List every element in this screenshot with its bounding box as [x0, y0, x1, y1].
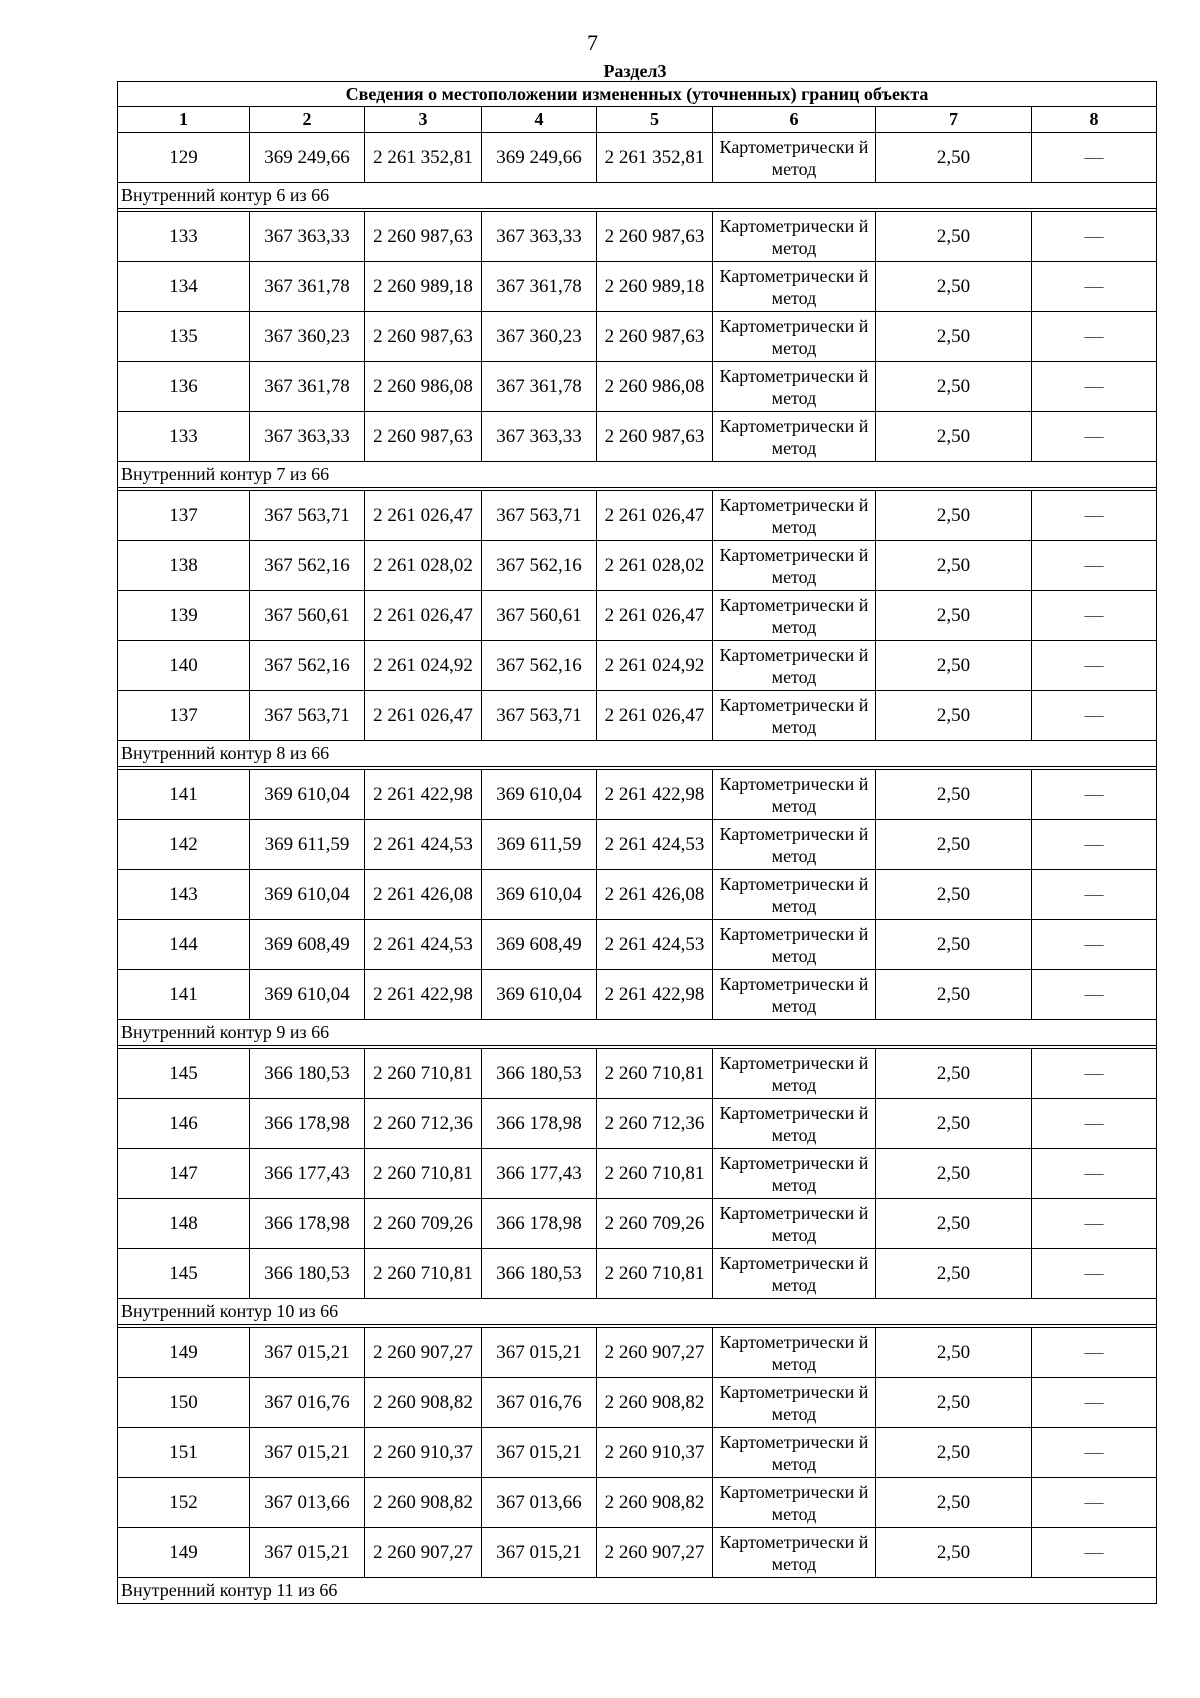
x-new-cell: 366 178,98: [482, 1099, 597, 1149]
method-cell: Картометрически й метод: [713, 312, 876, 362]
point-number-cell: 129: [118, 133, 250, 183]
description-cell: —: [1032, 920, 1157, 970]
y-existing-cell: 2 260 712,36: [365, 1099, 482, 1149]
x-new-cell: 367 015,21: [482, 1428, 597, 1478]
y-existing-cell: 2 261 024,92: [365, 641, 482, 691]
point-number-cell: 145: [118, 1249, 250, 1299]
x-existing-cell: 367 560,61: [250, 591, 365, 641]
x-new-cell: 367 013,66: [482, 1478, 597, 1528]
accuracy-cell: 2,50: [876, 412, 1032, 462]
x-new-cell: 367 360,23: [482, 312, 597, 362]
point-number-cell: 150: [118, 1378, 250, 1428]
method-cell: Картометрически й метод: [713, 1478, 876, 1528]
table-row: [118, 362, 1157, 412]
description-cell: —: [1032, 1049, 1157, 1099]
method-cell: Картометрически й метод: [713, 1149, 876, 1199]
x-existing-cell: 367 361,78: [250, 262, 365, 312]
method-cell: Картометрически й метод: [713, 770, 876, 820]
y-existing-cell: 2 260 986,08: [365, 362, 482, 412]
y-existing-cell: 2 260 989,18: [365, 262, 482, 312]
table-body: [118, 133, 1157, 1604]
y-existing-cell: 2 260 987,63: [365, 312, 482, 362]
contour-header-row: [118, 741, 1157, 767]
y-new-cell: 2 260 908,82: [597, 1478, 713, 1528]
method-cell: Картометрически й метод: [713, 491, 876, 541]
point-number-cell: 145: [118, 1049, 250, 1099]
table-row: [118, 1528, 1157, 1578]
point-number-cell: 137: [118, 691, 250, 741]
table-row: [118, 1478, 1157, 1528]
y-new-cell: 2 261 422,98: [597, 770, 713, 820]
y-new-cell: 2 260 710,81: [597, 1149, 713, 1199]
y-existing-cell: 2 261 352,81: [365, 133, 482, 183]
y-new-cell: 2 261 026,47: [597, 691, 713, 741]
table-row: [118, 970, 1157, 1020]
x-existing-cell: 369 610,04: [250, 870, 365, 920]
column-header: 6: [713, 107, 876, 133]
x-existing-cell: 366 178,98: [250, 1199, 365, 1249]
description-cell: —: [1032, 870, 1157, 920]
x-new-cell: 367 562,16: [482, 541, 597, 591]
point-number-cell: 138: [118, 541, 250, 591]
description-cell: —: [1032, 1378, 1157, 1428]
method-cell: Картометрически й метод: [713, 1249, 876, 1299]
accuracy-cell: 2,50: [876, 212, 1032, 262]
point-number-cell: 141: [118, 970, 250, 1020]
y-new-cell: 2 260 989,18: [597, 262, 713, 312]
method-cell: Картометрически й метод: [713, 362, 876, 412]
accuracy-cell: 2,50: [876, 820, 1032, 870]
y-existing-cell: 2 260 710,81: [365, 1049, 482, 1099]
y-existing-cell: 2 261 026,47: [365, 691, 482, 741]
x-existing-cell: 367 015,21: [250, 1428, 365, 1478]
method-cell: Картометрически й метод: [713, 1099, 876, 1149]
table-row: [118, 641, 1157, 691]
point-number-cell: 152: [118, 1478, 250, 1528]
x-new-cell: 367 016,76: [482, 1378, 597, 1428]
point-number-cell: 143: [118, 870, 250, 920]
x-new-cell: 369 610,04: [482, 770, 597, 820]
x-new-cell: 367 563,71: [482, 691, 597, 741]
column-header: 2: [250, 107, 365, 133]
y-new-cell: 2 260 987,63: [597, 312, 713, 362]
contour-label: Внутренний контур 6 из 66: [118, 183, 1157, 209]
accuracy-cell: 2,50: [876, 770, 1032, 820]
table-row: [118, 212, 1157, 262]
x-existing-cell: 367 013,66: [250, 1478, 365, 1528]
x-existing-cell: 367 361,78: [250, 362, 365, 412]
column-header: 3: [365, 107, 482, 133]
description-cell: —: [1032, 591, 1157, 641]
x-new-cell: 367 015,21: [482, 1328, 597, 1378]
y-new-cell: 2 260 987,63: [597, 412, 713, 462]
method-cell: Картометрически й метод: [713, 1428, 876, 1478]
x-existing-cell: 369 249,66: [250, 133, 365, 183]
x-new-cell: 367 563,71: [482, 491, 597, 541]
point-number-cell: 133: [118, 212, 250, 262]
y-new-cell: 2 260 710,81: [597, 1249, 713, 1299]
method-cell: Картометрически й метод: [713, 1049, 876, 1099]
x-new-cell: 369 610,04: [482, 970, 597, 1020]
column-header: 1: [118, 107, 250, 133]
y-existing-cell: 2 260 907,27: [365, 1528, 482, 1578]
table-title: Сведения о местоположении измененных (уточненных) границ объекта: [118, 82, 1157, 107]
contour-label: Внутренний контур 10 из 66: [118, 1299, 1157, 1325]
x-new-cell: 367 562,16: [482, 641, 597, 691]
contour-label: Внутренний контур 7 из 66: [118, 462, 1157, 488]
point-number-cell: 148: [118, 1199, 250, 1249]
description-cell: —: [1032, 412, 1157, 462]
point-number-cell: 140: [118, 641, 250, 691]
x-new-cell: 366 180,53: [482, 1249, 597, 1299]
x-new-cell: 369 249,66: [482, 133, 597, 183]
method-cell: Картометрически й метод: [713, 133, 876, 183]
y-existing-cell: 2 260 987,63: [365, 412, 482, 462]
accuracy-cell: 2,50: [876, 1049, 1032, 1099]
x-existing-cell: 366 180,53: [250, 1249, 365, 1299]
description-cell: —: [1032, 491, 1157, 541]
description-cell: —: [1032, 770, 1157, 820]
y-existing-cell: 2 260 908,82: [365, 1378, 482, 1428]
y-new-cell: 2 260 712,36: [597, 1099, 713, 1149]
point-number-cell: 137: [118, 491, 250, 541]
description-cell: —: [1032, 1199, 1157, 1249]
y-existing-cell: 2 260 910,37: [365, 1428, 482, 1478]
point-number-cell: 139: [118, 591, 250, 641]
accuracy-cell: 2,50: [876, 541, 1032, 591]
point-number-cell: 133: [118, 412, 250, 462]
page-number: 7: [587, 30, 598, 55]
point-number-cell: 149: [118, 1328, 250, 1378]
method-cell: Картометрически й метод: [713, 541, 876, 591]
x-existing-cell: 366 177,43: [250, 1149, 365, 1199]
table-row: [118, 133, 1157, 183]
x-existing-cell: 367 363,33: [250, 212, 365, 262]
x-existing-cell: 367 015,21: [250, 1528, 365, 1578]
method-cell: Картометрически й метод: [713, 1528, 876, 1578]
accuracy-cell: 2,50: [876, 133, 1032, 183]
point-number-cell: 134: [118, 262, 250, 312]
x-existing-cell: 369 611,59: [250, 820, 365, 870]
y-new-cell: 2 261 028,02: [597, 541, 713, 591]
y-existing-cell: 2 260 709,26: [365, 1199, 482, 1249]
x-new-cell: 367 363,33: [482, 412, 597, 462]
accuracy-cell: 2,50: [876, 362, 1032, 412]
description-cell: —: [1032, 1478, 1157, 1528]
contour-label: Внутренний контур 9 из 66: [118, 1020, 1157, 1046]
description-cell: —: [1032, 1249, 1157, 1299]
accuracy-cell: 2,50: [876, 1149, 1032, 1199]
point-number-cell: 142: [118, 820, 250, 870]
column-header: 7: [876, 107, 1032, 133]
x-new-cell: 366 180,53: [482, 1049, 597, 1099]
method-cell: Картометрически й метод: [713, 970, 876, 1020]
accuracy-cell: 2,50: [876, 312, 1032, 362]
y-existing-cell: 2 260 908,82: [365, 1478, 482, 1528]
point-number-cell: 151: [118, 1428, 250, 1478]
table-row: [118, 1199, 1157, 1249]
accuracy-cell: 2,50: [876, 1378, 1032, 1428]
y-existing-cell: 2 261 422,98: [365, 770, 482, 820]
y-new-cell: 2 260 910,37: [597, 1428, 713, 1478]
table-row: [118, 691, 1157, 741]
table-row: [118, 820, 1157, 870]
x-existing-cell: 367 360,23: [250, 312, 365, 362]
accuracy-cell: 2,50: [876, 1328, 1032, 1378]
description-cell: —: [1032, 820, 1157, 870]
x-new-cell: 369 611,59: [482, 820, 597, 870]
accuracy-cell: 2,50: [876, 1528, 1032, 1578]
column-header: 4: [482, 107, 597, 133]
accuracy-cell: 2,50: [876, 970, 1032, 1020]
table-row: [118, 1328, 1157, 1378]
accuracy-cell: 2,50: [876, 491, 1032, 541]
method-cell: Картометрически й метод: [713, 262, 876, 312]
table-row: [118, 920, 1157, 970]
method-cell: Картометрически й метод: [713, 412, 876, 462]
section-title: Раздел3: [603, 61, 667, 81]
x-existing-cell: 367 563,71: [250, 491, 365, 541]
table-row: [118, 770, 1157, 820]
accuracy-cell: 2,50: [876, 1249, 1032, 1299]
boundary-coordinates-table: [117, 81, 1157, 1604]
table-row: [118, 262, 1157, 312]
point-number-cell: 147: [118, 1149, 250, 1199]
y-new-cell: 2 261 026,47: [597, 591, 713, 641]
method-cell: Картометрически й метод: [713, 820, 876, 870]
column-header: 5: [597, 107, 713, 133]
y-new-cell: 2 261 426,08: [597, 870, 713, 920]
y-new-cell: 2 261 424,53: [597, 920, 713, 970]
x-new-cell: 366 178,98: [482, 1199, 597, 1249]
x-existing-cell: 369 610,04: [250, 770, 365, 820]
description-cell: —: [1032, 970, 1157, 1020]
y-existing-cell: 2 261 424,53: [365, 920, 482, 970]
point-number-cell: 146: [118, 1099, 250, 1149]
description-cell: —: [1032, 1428, 1157, 1478]
contour-label: Внутренний контур 11 из 66: [118, 1578, 1157, 1604]
x-new-cell: 366 177,43: [482, 1149, 597, 1199]
y-existing-cell: 2 261 422,98: [365, 970, 482, 1020]
y-new-cell: 2 260 710,81: [597, 1049, 713, 1099]
accuracy-cell: 2,50: [876, 1428, 1032, 1478]
method-cell: Картометрически й метод: [713, 591, 876, 641]
point-number-cell: 135: [118, 312, 250, 362]
x-existing-cell: 367 563,71: [250, 691, 365, 741]
accuracy-cell: 2,50: [876, 691, 1032, 741]
x-existing-cell: 367 562,16: [250, 641, 365, 691]
description-cell: —: [1032, 212, 1157, 262]
x-existing-cell: 366 178,98: [250, 1099, 365, 1149]
method-cell: Картометрически й метод: [713, 1328, 876, 1378]
y-new-cell: 2 261 424,53: [597, 820, 713, 870]
description-cell: —: [1032, 262, 1157, 312]
x-existing-cell: 367 015,21: [250, 1328, 365, 1378]
accuracy-cell: 2,50: [876, 920, 1032, 970]
accuracy-cell: 2,50: [876, 1478, 1032, 1528]
table-row: [118, 1049, 1157, 1099]
description-cell: —: [1032, 691, 1157, 741]
y-existing-cell: 2 260 710,81: [365, 1149, 482, 1199]
description-cell: —: [1032, 133, 1157, 183]
y-existing-cell: 2 261 028,02: [365, 541, 482, 591]
x-new-cell: 369 610,04: [482, 870, 597, 920]
table-row: [118, 312, 1157, 362]
point-number-cell: 136: [118, 362, 250, 412]
point-number-cell: 144: [118, 920, 250, 970]
table-row: [118, 491, 1157, 541]
description-cell: —: [1032, 1099, 1157, 1149]
y-new-cell: 2 260 987,63: [597, 212, 713, 262]
accuracy-cell: 2,50: [876, 1099, 1032, 1149]
table-row: [118, 1428, 1157, 1478]
contour-header-row: [118, 183, 1157, 209]
x-new-cell: 367 363,33: [482, 212, 597, 262]
x-existing-cell: 366 180,53: [250, 1049, 365, 1099]
description-cell: —: [1032, 1328, 1157, 1378]
y-existing-cell: 2 261 426,08: [365, 870, 482, 920]
method-cell: Картометрически й метод: [713, 212, 876, 262]
x-existing-cell: 367 363,33: [250, 412, 365, 462]
y-new-cell: 2 260 907,27: [597, 1528, 713, 1578]
x-existing-cell: 367 562,16: [250, 541, 365, 591]
y-existing-cell: 2 260 710,81: [365, 1249, 482, 1299]
method-cell: Картометрически й метод: [713, 1378, 876, 1428]
x-new-cell: 369 608,49: [482, 920, 597, 970]
description-cell: —: [1032, 362, 1157, 412]
contour-header-row: [118, 1020, 1157, 1046]
y-existing-cell: 2 261 424,53: [365, 820, 482, 870]
contour-header-row: [118, 462, 1157, 488]
table-row: [118, 1099, 1157, 1149]
x-existing-cell: 369 608,49: [250, 920, 365, 970]
table-row: [118, 541, 1157, 591]
accuracy-cell: 2,50: [876, 591, 1032, 641]
y-new-cell: 2 261 422,98: [597, 970, 713, 1020]
contour-label: Внутренний контур 8 из 66: [118, 741, 1157, 767]
accuracy-cell: 2,50: [876, 262, 1032, 312]
x-new-cell: 367 560,61: [482, 591, 597, 641]
x-existing-cell: 369 610,04: [250, 970, 365, 1020]
method-cell: Картометрически й метод: [713, 1199, 876, 1249]
column-header: 8: [1032, 107, 1157, 133]
accuracy-cell: 2,50: [876, 870, 1032, 920]
y-new-cell: 2 260 709,26: [597, 1199, 713, 1249]
accuracy-cell: 2,50: [876, 641, 1032, 691]
accuracy-cell: 2,50: [876, 1199, 1032, 1249]
description-cell: —: [1032, 541, 1157, 591]
method-cell: Картометрически й метод: [713, 870, 876, 920]
method-cell: Картометрически й метод: [713, 691, 876, 741]
y-new-cell: 2 261 024,92: [597, 641, 713, 691]
contour-header-row: [118, 1299, 1157, 1325]
table-row: [118, 412, 1157, 462]
x-existing-cell: 367 016,76: [250, 1378, 365, 1428]
x-new-cell: 367 015,21: [482, 1528, 597, 1578]
y-new-cell: 2 261 026,47: [597, 491, 713, 541]
x-new-cell: 367 361,78: [482, 362, 597, 412]
table-row: [118, 591, 1157, 641]
point-number-cell: 141: [118, 770, 250, 820]
table-row: [118, 1149, 1157, 1199]
table-row: [118, 1249, 1157, 1299]
table-row: [118, 870, 1157, 920]
y-existing-cell: 2 261 026,47: [365, 491, 482, 541]
description-cell: —: [1032, 1149, 1157, 1199]
y-existing-cell: 2 261 026,47: [365, 591, 482, 641]
contour-header-row: [118, 1578, 1157, 1604]
table-row: [118, 1378, 1157, 1428]
y-new-cell: 2 260 907,27: [597, 1328, 713, 1378]
y-existing-cell: 2 260 987,63: [365, 212, 482, 262]
y-new-cell: 2 260 986,08: [597, 362, 713, 412]
description-cell: —: [1032, 641, 1157, 691]
point-number-cell: 149: [118, 1528, 250, 1578]
y-existing-cell: 2 260 907,27: [365, 1328, 482, 1378]
y-new-cell: 2 260 908,82: [597, 1378, 713, 1428]
method-cell: Картометрически й метод: [713, 641, 876, 691]
method-cell: Картометрически й метод: [713, 920, 876, 970]
description-cell: —: [1032, 312, 1157, 362]
y-new-cell: 2 261 352,81: [597, 133, 713, 183]
description-cell: —: [1032, 1528, 1157, 1578]
x-new-cell: 367 361,78: [482, 262, 597, 312]
